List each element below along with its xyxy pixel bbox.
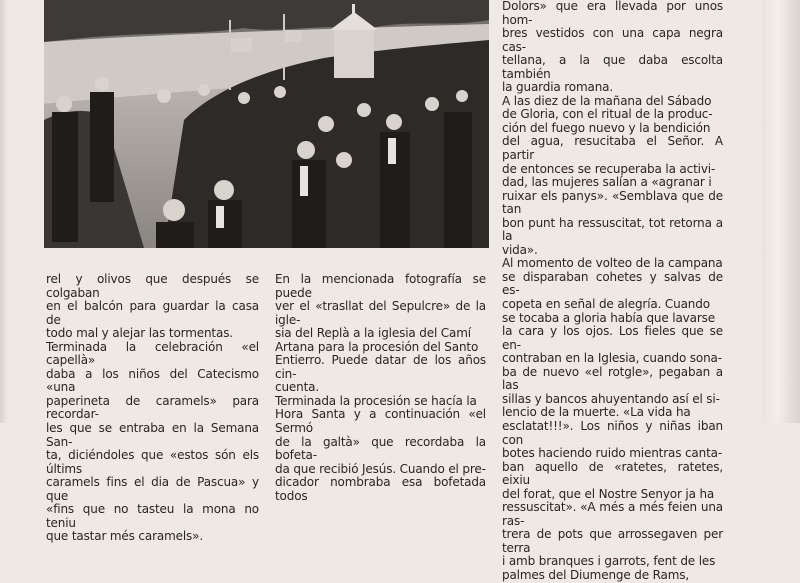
text-line: ta, diciéndoles que «estos són els últims [46, 448, 259, 476]
text-line: se disparaban cohetes y salvas de es- [502, 269, 723, 298]
column-left [46, 273, 259, 544]
text-line: la cara y los ojos. Los fieles que se en- [502, 324, 723, 352]
text-line: tellana, a la que daba escolta también [502, 53, 723, 81]
text-line: Dolors» que era llevada por unos hom- [502, 0, 723, 27]
text-line: vida». [502, 242, 538, 257]
text-line: Terminada la procesión se hacía la [275, 393, 477, 408]
column-right [502, 0, 723, 583]
text-line: dad, las mujeres salían a «agranar i [502, 175, 712, 190]
text-line: En la mencionada fotografía se puede [275, 272, 486, 300]
text-line: de entonces se recuperaba la activi- [502, 161, 716, 176]
procession-photo [44, 0, 489, 248]
text-line: de la galtà» que recordaba la bofeta- [275, 434, 486, 463]
text-line: palmes del Diumenge de Rams, [502, 567, 690, 582]
text-line: rel y olivos que después se colgaban [46, 272, 259, 300]
text-line: se tocaba a gloria había que lavarse [502, 310, 715, 325]
text-line: ressuscitat». «A més a més feien una ras- [502, 500, 723, 528]
text-line: ver el «trasllat del Sepulcre» de la igle- [275, 299, 486, 327]
text-line: Al momento de volteo de la campana [502, 256, 723, 271]
text-line: contraban en la Iglesia, cuando sona- [502, 351, 722, 366]
text-line: en el balcón para guardar la casa de [46, 299, 259, 327]
photo-illustration [44, 0, 489, 248]
text-line: la guardia romana. [502, 80, 614, 95]
page-fold [762, 0, 800, 423]
text-line: botes haciendo ruido mientras canta- [502, 446, 723, 461]
text-line: Hora Santa y a continuación «el Sermó [275, 407, 486, 436]
text-line: copeta en señal de alegría. Cuando [502, 297, 710, 312]
text-line: les que se entraba en la Semana San- [46, 421, 259, 449]
text-line: lencio de la muerte. «La vida ha [502, 405, 691, 420]
text-line: trera de pots que arrossegaven per terra [502, 527, 723, 555]
text-line: ción del fuego nuevo y la bendición [502, 120, 711, 135]
text-line: ruixar els panys». «Semblava que de tan [502, 188, 723, 217]
column-middle [275, 273, 486, 503]
text-line: daba a los niños del Catecismo «una [46, 366, 259, 395]
text-line: da que recibió Jesús. Cuando el pre- [275, 461, 486, 476]
text-line: Entierro. Puede datar de los años cin- [275, 353, 486, 381]
text-line: caramels fins el dia de Pascua» y que [46, 475, 259, 503]
text-line: Terminada la celebración «el capellà» [46, 339, 259, 368]
text-line: Artana para la procesión del Santo [275, 339, 479, 354]
text-line: bon punt ha ressuscitat, tot retorna a la [502, 215, 723, 244]
text-line: A las diez de la mañana del Sábado [502, 93, 712, 108]
text-line: todo mal y alejar las tormentas. [46, 326, 233, 341]
text-line: cuenta. [275, 380, 320, 395]
text-line: del forat, que el Nostre Senyor ja ha [502, 486, 715, 501]
text-line: de Gloria, con el ritual de la produc- [502, 107, 713, 122]
text-line: que tastar més caramels». [46, 529, 203, 544]
text-line: ban aquello de «ratetes, ratetes, eixiu [502, 459, 723, 488]
page-shadow [0, 0, 8, 423]
text-line: ba de nuevo «el rotgle», pegaban a las [502, 364, 723, 393]
text-line: dicador nombraba esa bofetada todos [275, 475, 486, 503]
text-line: del agua, resucitaba el Señor. A partir [502, 134, 723, 163]
text-line: sia del Replà a la iglesia del Camí [275, 326, 471, 341]
text-line: esclatat!!!». Los niños y niñas iban con [502, 418, 723, 447]
text-line: paperineta de caramels» para recordar- [46, 393, 259, 422]
text-line: i amb branques i garrots, fent de les [502, 554, 716, 569]
text-line: sillas y bancos ahuyentando así el si- [502, 391, 720, 406]
text-line: «fins que no tasteu la mona no teniu [46, 502, 259, 530]
text-line: bres vestidos con una capa negra cas- [502, 26, 723, 54]
